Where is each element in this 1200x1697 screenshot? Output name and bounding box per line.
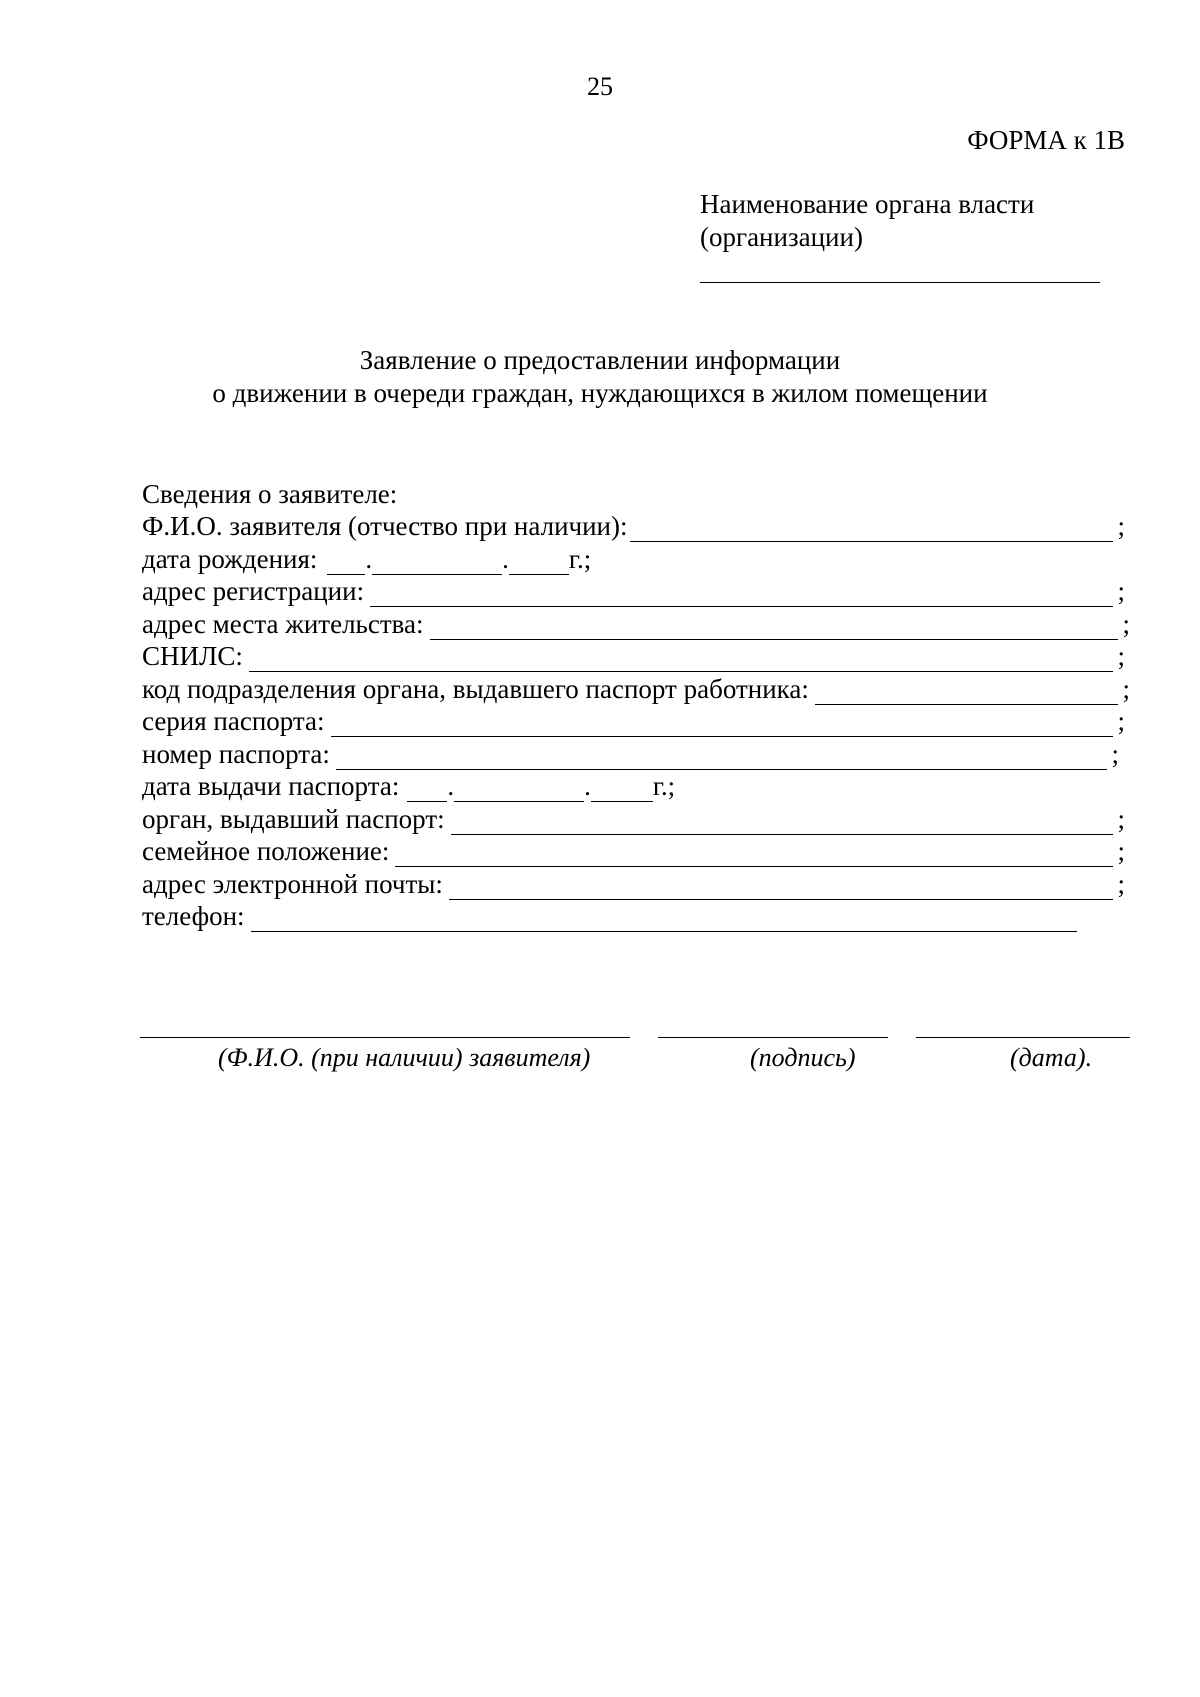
phone-label: телефон: xyxy=(142,901,245,931)
registration-address-row xyxy=(142,575,1125,608)
applicant-fields xyxy=(142,477,1130,932)
email-label: адрес электронной почты: xyxy=(142,868,443,899)
phone-field[interactable] xyxy=(251,907,1077,932)
passport-series-field[interactable] xyxy=(331,712,1114,737)
applicant-name-signature-field[interactable] xyxy=(140,1037,630,1038)
residence-address-terminator: ; xyxy=(1122,608,1130,639)
issuer-code-row xyxy=(142,672,1130,705)
issuer-code-terminator: ; xyxy=(1122,673,1130,704)
passport-series-row xyxy=(142,705,1125,738)
phone-row xyxy=(142,900,1077,933)
authority-label-line2: (организации) xyxy=(700,222,863,252)
registration-address-label: адрес регистрации: xyxy=(142,576,365,606)
snils-row xyxy=(142,640,1125,673)
email-terminator: ; xyxy=(1117,868,1125,899)
signature-field[interactable] xyxy=(658,1037,888,1038)
birth-date-label: дата рождения: xyxy=(142,543,318,574)
marital-status-field[interactable] xyxy=(395,842,1113,867)
marital-status-terminator: ; xyxy=(1117,836,1125,866)
signature-caption: (подпись) xyxy=(750,1043,856,1072)
birth-month-field[interactable] xyxy=(372,550,502,575)
birth-date-separator-1: . xyxy=(365,543,373,574)
email-field[interactable] xyxy=(449,875,1114,900)
registration-address-field[interactable] xyxy=(370,582,1113,607)
authority-label-line1: Наименование органа власти xyxy=(700,189,1035,219)
birth-date-row xyxy=(142,542,1122,575)
snils-field[interactable] xyxy=(249,647,1114,672)
passport-issuer-label: орган, выдавший паспорт: xyxy=(142,803,445,834)
passport-number-terminator: ; xyxy=(1111,738,1119,769)
passport-series-terminator: ; xyxy=(1117,706,1125,736)
birth-year-suffix: г.; xyxy=(568,543,592,574)
marital-status-row xyxy=(142,835,1125,868)
birth-year-field[interactable] xyxy=(509,550,569,575)
passport-series-label: серия паспорта: xyxy=(142,706,325,736)
authority-block xyxy=(700,188,1105,283)
applicant-heading-row xyxy=(142,477,1122,510)
passport-issue-year-field[interactable] xyxy=(591,777,653,802)
passport-number-label: номер паспорта: xyxy=(142,738,330,769)
passport-issue-day-field[interactable] xyxy=(407,777,447,802)
registration-address-terminator: ; xyxy=(1117,576,1125,606)
passport-issue-month-field[interactable] xyxy=(454,777,584,802)
snils-terminator: ; xyxy=(1117,641,1125,671)
birth-date-separator-2: . xyxy=(502,543,509,574)
passport-issue-date-separator-1: . xyxy=(447,771,455,801)
authority-name-field[interactable] xyxy=(700,280,1100,283)
issuer-code-label: код подразделения органа, выдавшего паспорт работника: xyxy=(142,673,809,704)
full-name-field[interactable] xyxy=(630,517,1114,542)
email-row xyxy=(142,867,1125,900)
date-signature-field[interactable] xyxy=(916,1037,1130,1038)
applicant-name-caption: (Ф.И.О. (при наличии) заявителя) xyxy=(218,1043,591,1072)
passport-issuer-field[interactable] xyxy=(451,810,1114,835)
passport-issue-date-row xyxy=(142,770,1122,803)
full-name-terminator: ; xyxy=(1117,511,1125,541)
title-line-2: о движении в очереди граждан, нуждающихся в жилом помещении xyxy=(212,378,988,408)
title-line-1: Заявление о предоставлении информации xyxy=(359,345,841,375)
passport-issue-year-suffix: г.; xyxy=(652,771,676,801)
full-name-label: Ф.И.О. заявителя (отчество при наличии): xyxy=(142,511,628,541)
date-caption: (дата). xyxy=(1010,1043,1093,1072)
residence-address-label: адрес места жительства: xyxy=(142,608,424,639)
passport-issue-date-separator-2: . xyxy=(584,771,591,801)
form-reference: ФОРМА к 1В xyxy=(967,125,1125,155)
passport-number-row xyxy=(142,737,1119,770)
birth-day-field[interactable] xyxy=(327,550,365,575)
full-name-row xyxy=(142,510,1125,543)
passport-issuer-row xyxy=(142,802,1125,835)
signature-block xyxy=(140,1037,1130,1097)
passport-number-field[interactable] xyxy=(336,745,1108,770)
residence-address-row xyxy=(142,607,1130,640)
snils-label: СНИЛС: xyxy=(142,641,243,671)
passport-issuer-terminator: ; xyxy=(1117,803,1125,834)
residence-address-field[interactable] xyxy=(430,615,1119,640)
page-number: 25 xyxy=(587,72,613,101)
document-title xyxy=(0,344,1200,410)
issuer-code-field[interactable] xyxy=(815,680,1119,705)
applicant-heading: Сведения о заявителе: xyxy=(142,478,398,509)
passport-issue-date-label: дата выдачи паспорта: xyxy=(142,771,400,801)
marital-status-label: семейное положение: xyxy=(142,836,390,866)
